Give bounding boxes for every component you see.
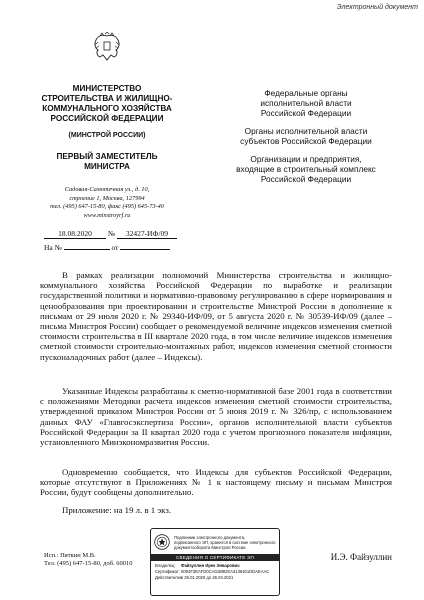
reference-label: На № xyxy=(44,243,62,252)
sender-address: Садовая-Самотечная ул., д. 10, строение 1, Москва, 127994 тел. (495) 647-15-80, факс (495) 645-73-40 www.minstroyrf.ru xyxy=(50,186,164,219)
document-number: 32427-ИФ/09 xyxy=(117,229,177,239)
recipient-federal: Федеральные органы исполнительной власти Российской Федерации xyxy=(260,88,352,118)
seal-icon xyxy=(154,534,170,550)
registration-line xyxy=(44,229,204,239)
stamp-certificate-row: Сертификат:0094F3EAFD0CA01B9DEA3136401DDAEAAC xyxy=(155,569,270,574)
reference-from-label: от xyxy=(111,243,119,252)
electronic-document-note: Электронный документ xyxy=(336,4,418,11)
body-paragraph-3: Одновременно сообщается, что Индексы для субъектов Российской Федерации, которые отсутствуют в Приложениях № 1 к настоящему письму и письмам Минстроя России, будут сообщены дополнительно. xyxy=(40,467,392,498)
stamp-validity-row: Действителен:с 26.01.2020 до 26.04.2021 xyxy=(155,575,234,580)
body-paragraph-2: Указанные Индексы разработаны к сметно-нормативной базе 2001 года в соответствии с положениями Методики расчета индексов изменения сметной стоимости строительства, утвержденной приказом Минстроя России от 5 июня 2019 г. № 326/пр, с использованием данных ФАУ «Главгосэкспертиза России», органов исполнительной власти субъектов Российской Федерации за II квартал 2020 года с учетом прогнозного показателя инфляции, установленного Минэкономразвития России. xyxy=(40,386,392,448)
document-date: 18.08.2020 xyxy=(44,229,106,239)
attachment-note: Приложение: на 19 л. в 1 экз. xyxy=(62,505,172,515)
reference-line xyxy=(44,243,204,252)
body-paragraph-1: В рамках реализации полномочий Министерства строительства и жилищно-коммунального хозяйства Российской Федерации по выработке и реализации государственной политики и нормативно-правовому регулированию в сфере нормирования и ценообразования при проектировании и строительстве Минстрой России в дополнение к письмам от 29 июля 2020 г. № 29340-ИФ/09, от 5 августа 2020 г. № 30539-ИФ/09 (далее – письма Минстроя России) сообщает о рекомендуемой величине индексов изменения сметной стоимости строительства в III квартале 2020 года, в том числе величине индексов изменения сметной стоимости строительно-монтажных работ, индексов изменения сметной стоимости пусконаладочных работ (далее – Индексы). xyxy=(40,270,392,362)
ministry-name: МИНИСТЕРСТВО СТРОИТЕЛЬСТВА И ЖИЛИЩНО- КОММУНАЛЬНОГО ХОЗЯЙСТВА РОССИЙСКОЙ ФЕДЕРАЦИИ xyxy=(41,84,173,123)
ministry-short-name: (МИНСТРОЙ РОССИИ) xyxy=(68,132,146,139)
stamp-owner-row: Владелец: Файзуллин Ирек Энварович xyxy=(155,563,240,568)
recipient-organizations: Организации и предприятия, входящие в строительный комплекс Российской Федерации xyxy=(236,154,376,184)
coat-of-arms-icon xyxy=(92,32,122,64)
executor-info: Исп.: Пяткин М.В. Тел. (495) 647-15-80, доб. 60010 xyxy=(44,552,133,567)
electronic-signature-stamp xyxy=(150,528,280,596)
signer-name: И.Э. Файзуллин xyxy=(330,552,392,562)
stamp-note: Подлинник электронного документа, подписанного ЭП, хранится в системе электронного документооборота Минстроя России xyxy=(174,534,276,550)
sender-position: ПЕРВЫЙ ЗАМЕСТИТЕЛЬ МИНИСТРА xyxy=(56,152,158,171)
number-label: № xyxy=(107,229,116,238)
recipient-regional: Органы исполнительной власти субъектов Российской Федерации xyxy=(240,126,372,146)
stamp-title: СВЕДЕНИЯ О СЕРТИФИКАТЕ ЭП xyxy=(151,554,279,561)
